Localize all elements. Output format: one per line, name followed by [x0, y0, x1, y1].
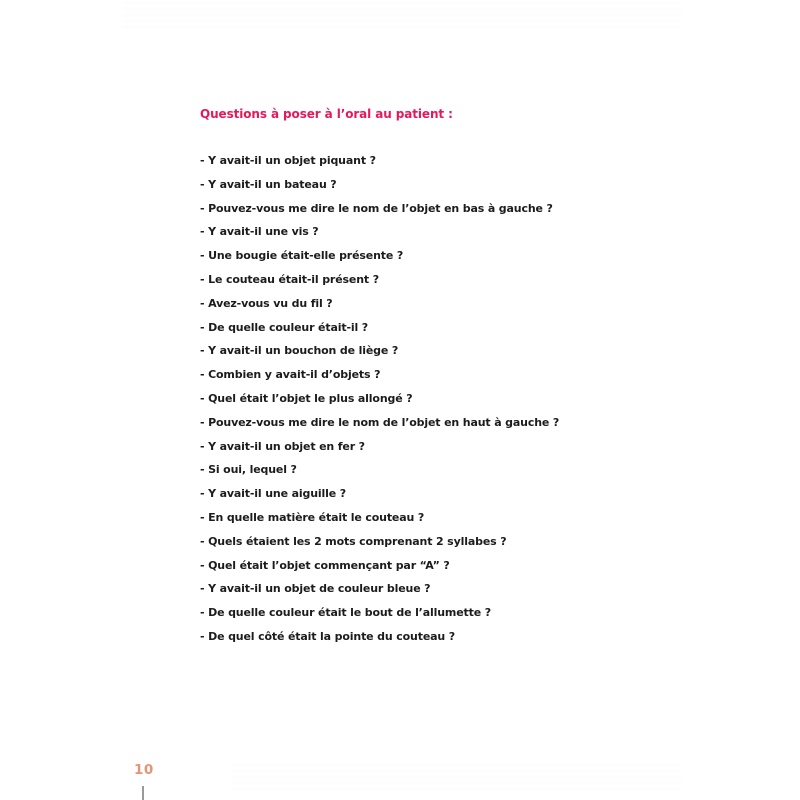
- page-number: 10: [134, 762, 154, 778]
- question-item: - De quel côté était la pointe du couteau ?: [200, 629, 455, 643]
- page-title: Questions à poser à l’oral au patient :: [200, 107, 453, 121]
- question-item: - Pouvez-vous me dire le nom de l’objet en bas à gauche ?: [200, 201, 553, 215]
- question-item: - Pouvez-vous me dire le nom de l’objet en haut à gauche ?: [200, 415, 560, 429]
- question-item: - Y avait-il une vis ?: [200, 225, 319, 239]
- question-item: - Y avait-il un bouchon de liège ?: [200, 344, 399, 358]
- question-item: - Si oui, lequel ?: [200, 463, 297, 477]
- question-item: - Quel était l’objet commençant par “A” ?: [200, 558, 450, 572]
- question-item: - Y avait-il une aiguille ?: [200, 487, 346, 501]
- question-item: - Y avait-il un objet en fer ?: [200, 439, 365, 453]
- question-item: - Y avait-il un objet de couleur bleue ?: [200, 582, 431, 596]
- question-item: - De quelle couleur était-il ?: [200, 320, 369, 334]
- question-item: - Quel était l’objet le plus allongé ?: [200, 391, 413, 405]
- question-item: - Le couteau était-il présent ?: [200, 272, 379, 286]
- question-item: - Une bougie était-elle présente ?: [200, 249, 404, 263]
- scan-artifact-top: [122, 2, 682, 30]
- question-item: - En quelle matière était le couteau ?: [200, 510, 425, 524]
- question-item: - Y avait-il un bateau ?: [200, 177, 337, 191]
- question-item: - De quelle couleur était le bout de l’allumette ?: [200, 606, 491, 620]
- footer-rule: [142, 786, 144, 800]
- question-item: - Quels étaient les 2 mots comprenant 2 syllabes ?: [200, 534, 507, 548]
- question-item: - Avez-vous vu du fil ?: [200, 296, 333, 310]
- scan-artifact-bottom: [232, 764, 682, 794]
- question-item: - Combien y avait-il d’objets ?: [200, 368, 381, 382]
- question-list: [200, 149, 630, 649]
- question-item: - Y avait-il un objet piquant ?: [200, 154, 376, 167]
